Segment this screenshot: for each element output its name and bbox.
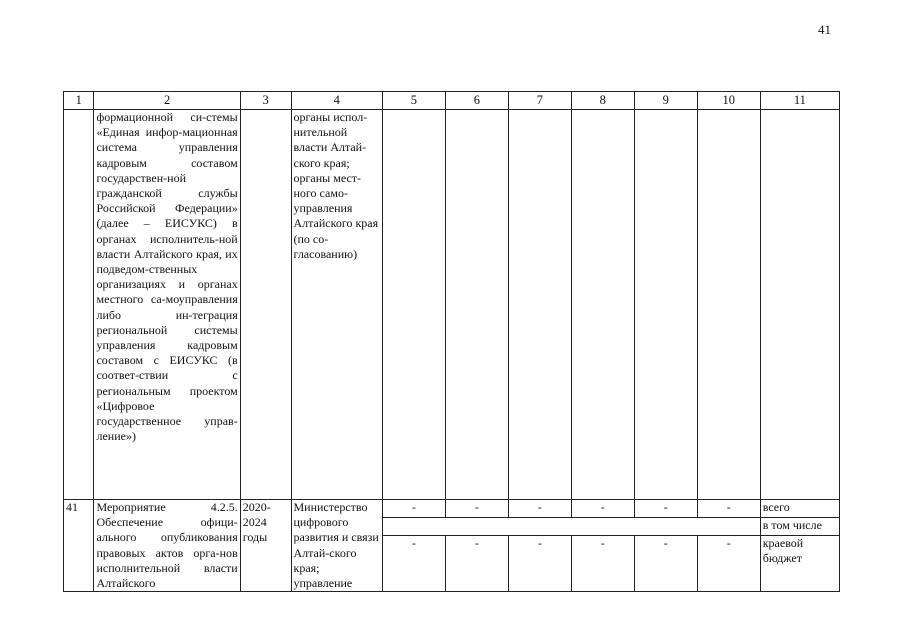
header-row: [64, 92, 840, 110]
value-cell: [571, 110, 634, 500]
executor-cell: Министерство цифрового развития и связи Алтай-ского края; управление: [291, 500, 382, 592]
value-cell: -: [445, 536, 508, 592]
header-cell: 11: [760, 92, 839, 110]
header-cell: 3: [240, 92, 291, 110]
value-cell: -: [382, 500, 445, 518]
page-number: 41: [818, 22, 831, 37]
header-cell: 1: [64, 92, 94, 110]
value-cell: -: [697, 500, 760, 518]
funding-source-cell: краевой бюджет: [760, 536, 839, 592]
activity-name-cell: Мероприятие 4.2.5. Обеспечение офици-ального опубликования правовых актов орга-нов исполнительной власти Алтайского: [94, 500, 240, 592]
activity-name-cell: формационной си-стемы «Единая инфор-мационная система управления кадровым составом государствен-ной гражданской службы Российской Федерации» (далее – ЕИСУКС) в органах исполнитель-ной власти Алтайского края, их подведом-ственных организациях и органах местного са-моуправления либо ин-теграция региональной системы управления кадровым составом с ЕИСУКС (в соответ-ствии с региональным проектом «Цифровое государственное управ-ление»): [94, 110, 240, 500]
row-number-cell: 41: [64, 500, 94, 592]
value-cell: -: [634, 536, 697, 592]
value-cell: [634, 110, 697, 500]
program-table: [63, 91, 840, 592]
value-cell: [382, 110, 445, 500]
value-cell: [508, 110, 571, 500]
header-cell: 5: [382, 92, 445, 110]
value-cell: -: [382, 536, 445, 592]
value-cell: -: [697, 536, 760, 592]
value-cell: [697, 110, 760, 500]
table-row-41-total: [64, 500, 840, 518]
value-cell: -: [634, 500, 697, 518]
value-cell: -: [508, 536, 571, 592]
funding-source-cell: всего: [760, 500, 839, 518]
value-cell: -: [571, 500, 634, 518]
header-cell: 8: [571, 92, 634, 110]
header-cell: 7: [508, 92, 571, 110]
header-cell: 2: [94, 92, 240, 110]
executor-cell: органы испол-нительной власти Алтай-ского края; органы мест-ного само-управления Алтайского края (по со-гласованию): [291, 110, 382, 500]
row-number-cell: [64, 110, 94, 500]
value-cell: -: [508, 500, 571, 518]
header-cell: 9: [634, 92, 697, 110]
table-row-continuation: [64, 110, 840, 500]
header-cell: 10: [697, 92, 760, 110]
value-cell-merged: [382, 518, 760, 536]
funding-source-cell: [760, 110, 839, 500]
years-cell: 2020-2024 годы: [240, 500, 291, 592]
value-cell: -: [571, 536, 634, 592]
years-cell: [240, 110, 291, 500]
header-cell: 4: [291, 92, 382, 110]
value-cell: -: [445, 500, 508, 518]
value-cell: [445, 110, 508, 500]
header-cell: 6: [445, 92, 508, 110]
funding-source-cell: в том числе: [760, 518, 839, 536]
